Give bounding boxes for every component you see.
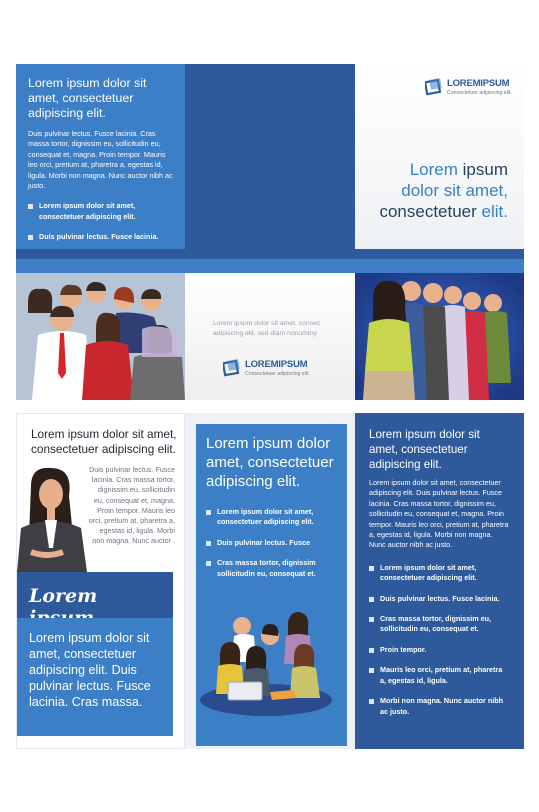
bullet-square-icon bbox=[369, 597, 374, 602]
bullet-text: Duis pulvinar lectus. Fusce bbox=[217, 537, 311, 547]
inner-middle-card bbox=[196, 424, 347, 746]
bullet-square-icon bbox=[369, 617, 374, 622]
logo-name: LOREMIPSUM bbox=[245, 359, 308, 370]
inner-left-lower-text: Lorem ipsum dolor sit amet, consectetuer adipiscing elit. Duis pulvinar lectus. Fusce lacinia. Cras massa. bbox=[29, 631, 151, 709]
inner-mid-bullet bbox=[206, 558, 337, 579]
banner-title: Lorem bbox=[29, 585, 98, 607]
bullet-square-icon bbox=[28, 204, 33, 209]
team-illustration bbox=[355, 273, 524, 400]
inner-right-bullet bbox=[369, 665, 510, 686]
inner-right-heading: Lorem ipsum dolor sit amet, consectetuer adipiscing elit. bbox=[369, 428, 480, 471]
mid-panel-text: Lorem ipsum dolor sit amet, consec adipiscing elit, sed diam nonummy bbox=[213, 320, 321, 337]
bullet-text: Morbi non magna. Nunc auctor nibh ac justo. bbox=[380, 696, 503, 716]
logo-mark-icon bbox=[223, 359, 241, 377]
logo-mark-icon bbox=[425, 78, 443, 96]
inner-mid-bullet bbox=[206, 507, 337, 528]
bullet-square-icon bbox=[206, 541, 211, 546]
cover-left-bullet bbox=[28, 232, 173, 242]
bullet-text: Duis pulvinar lectus. Fusce lacinia. bbox=[380, 593, 500, 603]
cover-left-body: Duis pulvinar lectus. Fusce lacinia. Cras massa tortor, dignissim eu, sollicitudin eu, consequat et, magna. Proin tempor. Mauris leo orci, pretium at, pharetra a, egestas id, ligula. Morbi non magna. Nunc auctor nibh ac justo. bbox=[28, 129, 173, 191]
bullet-square-icon bbox=[369, 566, 374, 571]
bullet-text: Cras massa tortor, dignissim sollicitudin eu, consequat et. bbox=[217, 558, 316, 578]
cover-left-bullet bbox=[28, 201, 173, 222]
inner-left-blue-box bbox=[17, 618, 173, 736]
bullet-text: Mauris leo orci, pretium at, pharetra a, egestas id, ligula. bbox=[380, 665, 503, 685]
tagline-word: Lorem bbox=[409, 160, 458, 179]
inner-mid-bullet bbox=[206, 538, 337, 548]
tagline-word: consectetuer bbox=[379, 202, 477, 221]
tagline-word: elit. bbox=[481, 202, 508, 221]
divider-band-light bbox=[16, 259, 524, 273]
bullet-square-icon bbox=[28, 235, 33, 240]
inner-right-bullet bbox=[369, 594, 510, 604]
inner-left-body: Duis pulvinar lectus. Fusce lacinia. Cras massa tortor, dignissim eu, sollicitudin eu, consequat et, magna. Proin tempor. Mauris leo orci, pretium at, pharetra a, egestas id, ligula. Morbi non magna. Nunc auctor . bbox=[88, 465, 175, 546]
bullet-text: Lorem ipsum dolor sit amet, consectetuer adipiscing elit. bbox=[39, 201, 136, 221]
tagline-word: ipsum bbox=[462, 160, 508, 179]
bullet-text: Proin tempor. bbox=[380, 644, 427, 654]
group-photo-illustration bbox=[16, 273, 185, 400]
cover-left-heading: Lorem ipsum dolor sit amet, consectetuer adipiscing elit. bbox=[28, 76, 147, 120]
tagline-word: dolor sit amet, bbox=[401, 181, 508, 200]
inner-right-bullet bbox=[369, 563, 510, 584]
mid-logo-panel bbox=[185, 273, 355, 400]
cover-right-panel bbox=[355, 64, 524, 249]
bullet-square-icon bbox=[369, 668, 374, 673]
inner-right-body: Lorem ipsum dolor sit amet, consectetuer adipiscing elit. Duis pulvinar lectus. Fusce lacinia. Cras massa tortor, dignissim eu, sollicitudin eu, consequat et, magna. Proin tempor. Mauris leo orci, pretium at, pharetra a, egestas id, ligula. Morbi non magna. Nunc auctor nibh ac justo. bbox=[369, 478, 509, 550]
logo-tagline: Consectetuer adipiscing elit. bbox=[245, 371, 310, 377]
inner-right-bullet bbox=[369, 645, 510, 655]
bullet-text: Lorem ipsum dolor sit amet, consectetuer adipiscing elit. bbox=[217, 507, 314, 527]
logo-tagline: Consectetuer adipiscing elit. bbox=[447, 90, 512, 96]
cover-left-panel bbox=[16, 64, 185, 249]
brand-logo bbox=[223, 359, 310, 377]
businesswoman-illustration bbox=[17, 466, 87, 572]
cover-middle-panel bbox=[185, 64, 355, 249]
inner-right-bullet bbox=[369, 696, 510, 717]
bullet-square-icon bbox=[206, 561, 211, 566]
team-laptop-illustration bbox=[198, 606, 346, 718]
bullet-square-icon bbox=[206, 510, 211, 515]
inner-right-bullet bbox=[369, 614, 510, 635]
inner-left-panel bbox=[16, 413, 185, 749]
logo-name: LOREMIPSUM bbox=[447, 78, 510, 89]
cover-tagline bbox=[379, 159, 508, 222]
inner-mid-heading: Lorem ipsum dolor amet, consectetuer adipiscing elit. bbox=[206, 435, 334, 490]
bullet-text: Lorem ipsum dolor sit amet, consectetuer adipiscing elit. bbox=[380, 562, 477, 583]
bullet-square-icon bbox=[369, 648, 374, 653]
inner-left-heading: Lorem ipsum dolor sit amet, consectetuer adipiscing elit. bbox=[31, 427, 177, 456]
brand-logo bbox=[425, 78, 512, 96]
bullet-text: Duis pulvinar lectus. Fusce lacinia. bbox=[39, 232, 159, 242]
bullet-text: Cras massa tortor, dignissim eu, sollicitudin eu, consequat et. bbox=[380, 614, 492, 634]
banner-bar bbox=[17, 572, 173, 618]
divider-band-dark bbox=[16, 249, 524, 259]
inner-right-panel bbox=[355, 413, 524, 749]
bullet-square-icon bbox=[369, 699, 374, 704]
